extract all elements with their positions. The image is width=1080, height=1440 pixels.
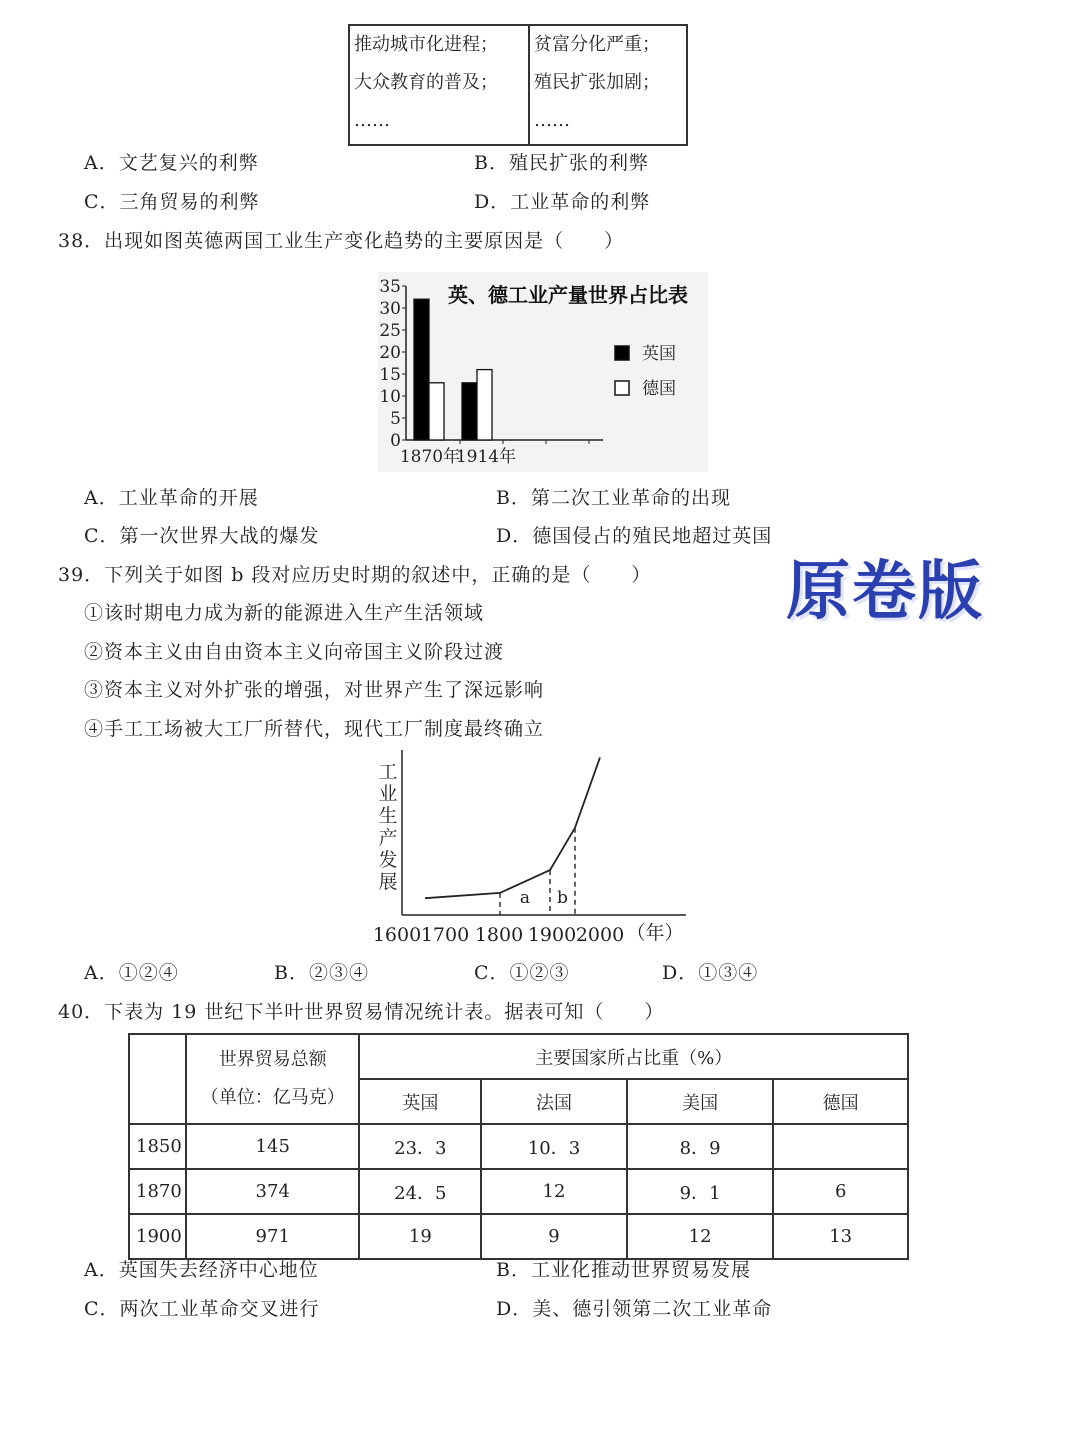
world-trade-table (128, 1033, 909, 1260)
country-header: 美国 (627, 1079, 774, 1124)
bar-y-tick-label: 20 (379, 343, 401, 363)
segment-label-a: a (519, 888, 531, 908)
share-cell (773, 1124, 908, 1169)
q37-option-a[interactable]: A．文艺复兴的利弊 (84, 152, 259, 174)
q40-option-b[interactable]: B．工业化推动世界贸易发展 (496, 1259, 751, 1281)
q37-option-b[interactable]: B．殖民扩张的利弊 (474, 152, 649, 174)
q39-option-c[interactable]: C．①②③ (474, 962, 570, 984)
q38-option-d[interactable]: D．德国侵占的殖民地超过英国 (496, 525, 773, 547)
line-x-tick-label: 1700 (420, 924, 470, 946)
box-left-line: 大众教育的普及； (354, 72, 498, 93)
table-header-row (129, 1034, 908, 1079)
share-cell: 6 (773, 1169, 908, 1214)
line-x-tick-label: 1800 (474, 924, 524, 946)
bar-y-tick-label: 35 (379, 277, 401, 297)
bar-y-tick-label: 30 (379, 299, 401, 319)
bar-y-tick-label: 25 (379, 321, 401, 341)
share-cell: 10．3 (481, 1124, 627, 1169)
q40-stem: 40．下表为 19 世纪下半叶世界贸易情况统计表。据表可知（ ） (58, 1001, 665, 1023)
trade-unit-label: （单位：亿马克） (200, 1087, 345, 1108)
box-right-line: 殖民扩张加剧； (534, 72, 660, 93)
year-cell: 1850 (129, 1124, 186, 1169)
q38-option-b[interactable]: B．第二次工业革命的出现 (496, 487, 731, 509)
table-row (129, 1214, 908, 1259)
q37-option-d[interactable]: D．工业革命的利弊 (474, 191, 651, 213)
q39-statement: ④手工工场被大工厂所替代，现代工厂制度最终确立 (84, 718, 545, 740)
uk-germany-bar-chart (378, 272, 708, 472)
bar-y-tick-label: 0 (390, 431, 401, 451)
line-y-axis-label: 生 (378, 805, 398, 827)
year-cell: 1870 (129, 1169, 186, 1214)
box-right-column (534, 26, 660, 140)
q40-option-a[interactable]: A．英国失去经济中心地位 (84, 1259, 319, 1281)
legend-label: 德国 (642, 379, 676, 399)
q37-option-c[interactable]: C．三角贸易的利弊 (84, 191, 260, 213)
trade-total-label: 世界贸易总额 (218, 1049, 327, 1070)
legend-swatch (615, 346, 629, 360)
bar-y-tick-label: 5 (390, 409, 401, 429)
table-row (129, 1169, 908, 1214)
country-header: 法国 (481, 1079, 627, 1124)
line-y-axis-label: 工 (378, 761, 398, 783)
box-left-line: …… (354, 110, 390, 131)
q40-option-c[interactable]: C．两次工业革命交叉进行 (84, 1298, 320, 1320)
q37-comparison-box (348, 24, 688, 146)
share-cell: 23．3 (359, 1124, 481, 1169)
segment-label-b: b (557, 888, 568, 908)
legend-swatch (615, 381, 629, 395)
q38-stem: 38．出现如图英德两国工业生产变化趋势的主要原因是（ ） (58, 230, 625, 252)
q39-option-d[interactable]: D．①③④ (662, 962, 759, 984)
box-right-line: …… (534, 110, 570, 131)
bar-德国-1914年 (477, 370, 492, 440)
line-x-axis-label: （年） (626, 922, 684, 944)
line-chart-svg (372, 750, 692, 950)
line-y-axis-label: 产 (378, 827, 398, 849)
total-cell: 374 (186, 1169, 360, 1214)
total-cell: 145 (186, 1124, 360, 1169)
share-cell: 13 (773, 1214, 908, 1259)
table-row (129, 1124, 908, 1169)
original-version-stamp: 原卷版 (786, 555, 984, 629)
line-y-axis-label: 发 (378, 849, 398, 871)
industrial-development-line-chart (372, 750, 692, 950)
box-right-line: 贫富分化严重； (534, 34, 660, 55)
share-cell: 8．9 (627, 1124, 774, 1169)
line-y-axis-label: 展 (378, 871, 398, 893)
share-header: 主要国家所占比重（%） (359, 1034, 908, 1079)
q39-stem: 39．下列关于如图 b 段对应历史时期的叙述中，正确的是（ ） (58, 564, 652, 586)
share-cell: 24．5 (359, 1169, 481, 1214)
share-cell: 9．1 (627, 1169, 774, 1214)
trade-total-header (186, 1034, 360, 1124)
line-x-tick-label: 2000 (575, 924, 625, 946)
share-cell: 12 (481, 1169, 627, 1214)
legend-label: 英国 (642, 344, 676, 364)
bar-category-label: 1914年 (455, 447, 517, 467)
share-cell: 19 (359, 1214, 481, 1259)
line-x-tick-label: 1600 (372, 924, 422, 946)
country-header: 英国 (359, 1079, 481, 1124)
share-cell: 9 (481, 1214, 627, 1259)
q38-option-c[interactable]: C．第一次世界大战的爆发 (84, 525, 320, 547)
q38-option-a[interactable]: A．工业革命的开展 (84, 487, 259, 509)
q39-statement: ①该时期电力成为新的能源进入生产生活领域 (84, 602, 485, 624)
year-cell: 1900 (129, 1214, 186, 1259)
share-cell: 12 (627, 1214, 774, 1259)
bar-category-label: 1870年 (399, 447, 461, 467)
box-divider (528, 26, 530, 144)
q39-statement: ②资本主义由自由资本主义向帝国主义阶段过渡 (84, 641, 505, 663)
q39-option-a[interactable]: A．①②④ (84, 962, 179, 984)
total-cell: 971 (186, 1214, 360, 1259)
q39-option-b[interactable]: B．②③④ (274, 962, 369, 984)
industrial-growth-line (425, 757, 600, 898)
line-y-axis-label: 业 (378, 783, 398, 805)
bar-y-tick-label: 15 (379, 365, 401, 385)
bar-chart-title: 英、德工业产量世界占比表 (448, 283, 688, 307)
bar-英国-1914年 (462, 383, 477, 440)
blank-corner-cell (129, 1034, 186, 1124)
box-left-column (354, 26, 498, 140)
bar-y-tick-label: 10 (379, 387, 401, 407)
country-header: 德国 (773, 1079, 908, 1124)
bar-英国-1870年 (414, 299, 429, 440)
bar-chart-svg (378, 272, 708, 472)
q39-statement: ③资本主义对外扩张的增强，对世界产生了深远影响 (84, 679, 545, 701)
box-left-line: 推动城市化进程； (354, 34, 498, 55)
bar-德国-1870年 (429, 383, 444, 440)
q40-option-d[interactable]: D．美、德引领第二次工业革命 (496, 1298, 773, 1320)
line-x-tick-label: 1900 (527, 924, 577, 946)
